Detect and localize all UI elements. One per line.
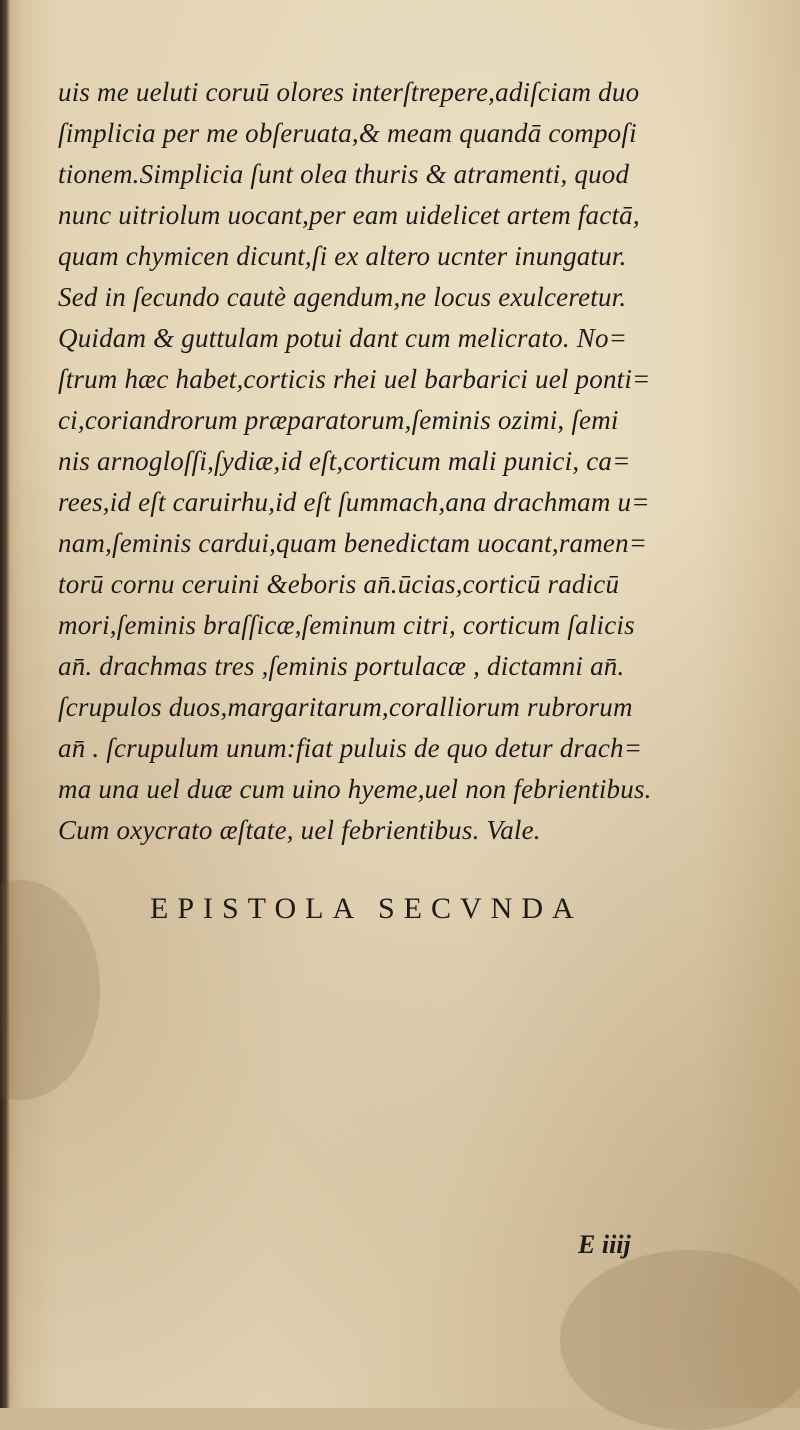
paper-stain xyxy=(0,880,100,1100)
text-line: tionem.Simplicia ſunt olea thuris & atramenti, quod xyxy=(58,159,630,189)
text-line: torū cornu ceruini &eboris an̄.ūcias,corticū radicū xyxy=(58,569,620,599)
text-line: rees,id eſt caruirhu,id eſt ſummach,ana drachmam u= xyxy=(58,487,650,517)
text-line: ma una uel duæ cum uino hyeme,uel non febrientibus. xyxy=(58,774,652,804)
text-line: nam,ſeminis cardui,quam benedictam uocant,ramen= xyxy=(58,528,648,558)
text-line: mori,ſeminis braſſicæ,ſeminum citri, corticum ſalicis xyxy=(58,610,635,640)
text-line: nunc uitriolum uocant,per eam uidelicet artem factā, xyxy=(58,200,640,230)
text-line: Cum oxycrato æſtate, uel febrientibus. Vale. xyxy=(58,815,541,845)
text-line: ci,coriandrorum præparatorum,ſeminis ozimi, ſemi xyxy=(58,405,619,435)
book-gutter xyxy=(0,0,10,1408)
section-heading: EPISTOLA SECVNDA xyxy=(150,892,583,925)
body-text xyxy=(58,72,688,851)
text-line: uis me ueluti coruū olores interſtrepere,adiſciam duo xyxy=(58,77,640,107)
signature-mark: E iiij xyxy=(578,1230,631,1259)
text-line: an̄ . ſcrupulum unum:fiat puluis de quo detur drach= xyxy=(58,733,643,763)
text-line: an̄. drachmas tres ,ſeminis portulacæ , dictamni an̄. xyxy=(58,651,625,681)
text-line: ſtrum hæc habet,corticis rhei uel barbarici uel ponti= xyxy=(58,364,651,394)
text-line: Quidam & guttulam potui dant cum melicrato. No= xyxy=(58,323,628,353)
text-line: quam chymicen dicunt,ſi ex altero ucnter inungatur. xyxy=(58,241,627,271)
text-line: ſimplicia per me obſeruata,& meam quandā compoſi xyxy=(58,118,637,148)
text-line: nis arnogloſſi,ſydiæ,id eſt,corticum mali punici, ca= xyxy=(58,446,631,476)
text-line: Sed in ſecundo cautè agendum,ne locus exulceretur. xyxy=(58,282,627,312)
text-line: ſcrupulos duos,margaritarum,coralliorum rubrorum xyxy=(58,692,633,722)
paper-stain xyxy=(560,1250,800,1430)
